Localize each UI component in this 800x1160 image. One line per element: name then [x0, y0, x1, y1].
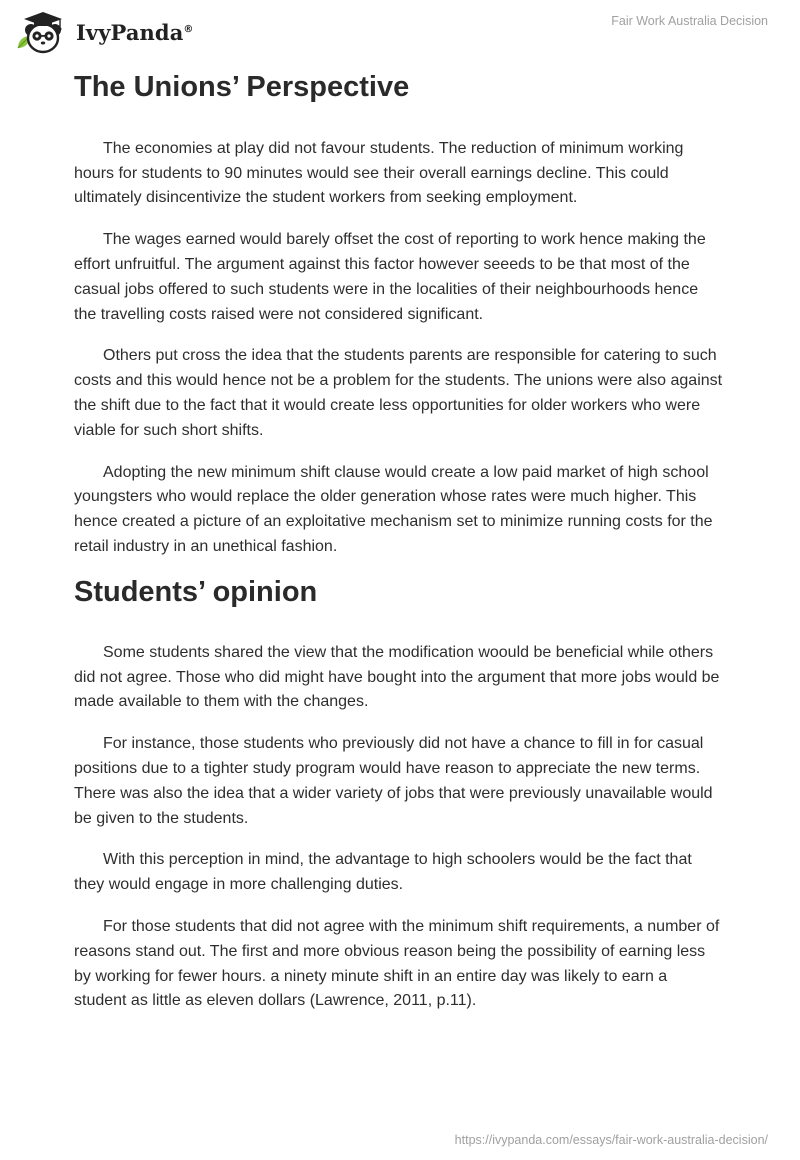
paragraph: Others put cross the idea that the students parents are responsible for catering to such costs and this would hence not be a problem for the students. The unions were also against the shift due to the fact that it would create less opportunities for older workers who were viable for such short shifts. [74, 347, 723, 439]
section-heading: The Unions’ Perspective [74, 71, 410, 103]
section-heading: Students’ opinion [74, 575, 318, 608]
document-title: Fair Work Australia Decision [611, 14, 768, 28]
panda-graduate-icon [14, 8, 72, 56]
page-header [0, 0, 800, 60]
paragraph: Some students shared the view that the modification woould be beneficial while others did not agree. Those who did might have bought into the argument that more jobs would be made available to them with the changes. [74, 643, 720, 711]
section-unions-perspective [74, 72, 724, 560]
paragraph: Adopting the new minimum shift clause would create a low paid market of high school youngsters who would replace the older generation whose rates were much higher. This hence created a picture of an exploitative mechanism set to minimize running costs for the retail industry in an unethical fashion. [74, 463, 713, 556]
source-url-link[interactable]: https://ivypanda.com/essays/fair-work-australia-decision/ [454, 1133, 768, 1147]
registered-mark: ® [183, 23, 194, 35]
logo-wordmark: IvyPanda [76, 19, 184, 45]
paragraph: The economies at play did not favour students. The reduction of minimum working hours for students to 90 minutes would see their overall earnings decline. This could ultimately disincentivize the student workers from seeking employment. [74, 139, 684, 207]
logo-text [76, 20, 194, 45]
paragraph: For those students that did not agree with the minimum shift requirements, a number of reasons stand out. The first and more obvious reason being the possibility of earning less by working for fewer hours. a ninety minute shift in an entire day was likely to earn a student as little as eleven dollars (Lawrence, 2011, p.11). [74, 917, 720, 1010]
paragraph: With this perception in mind, the advantage to high schoolers would be the fact that they would engage in more challenging duties. [74, 851, 692, 894]
essay-content [74, 70, 724, 1031]
ivypanda-logo[interactable] [14, 8, 194, 56]
section-students-opinion [74, 577, 724, 1014]
paragraph: The wages earned would barely offset the cost of reporting to work hence making the effort unfruitful. The argument against this factor however seeeds to be that most of the casual jobs offered to such students were in the localities of their neighbourhoods hence the travelling costs raised were not considered significant. [74, 231, 706, 323]
paragraph: For instance, those students who previously did not have a chance to fill in for casual positions due to a tighter study program would have reason to appreciate the new terms. There was also the idea that a wider variety of jobs that were previously unavailable would be given to the students. [74, 735, 713, 827]
